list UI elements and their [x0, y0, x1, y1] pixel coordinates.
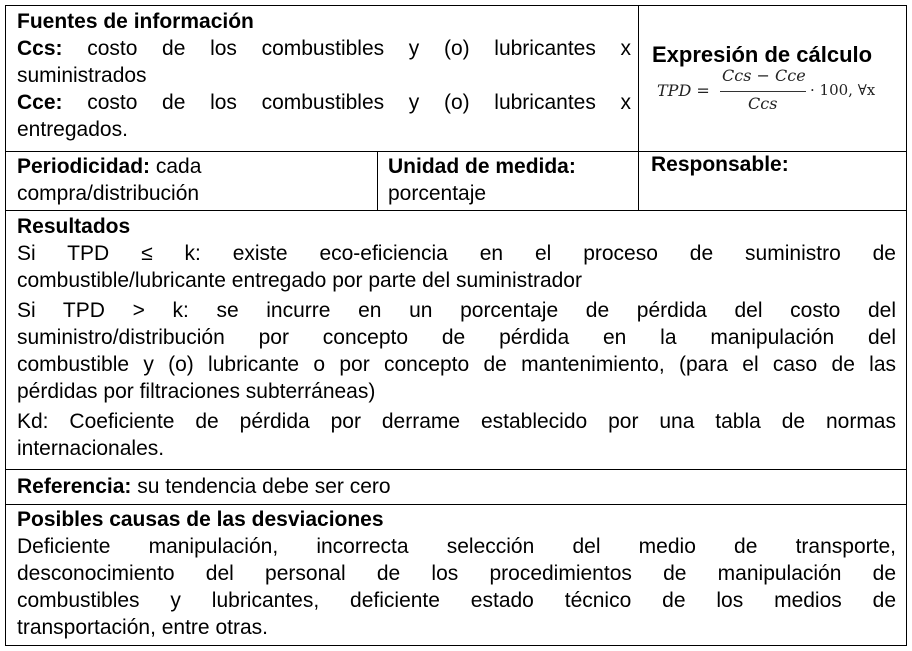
sources-cell: [17, 8, 631, 143]
ccs-text: costo de los combustibles y (o) lubricantes x: [87, 37, 631, 60]
formula-numerator: Ccs − Cce: [722, 66, 806, 85]
causes-line3: combustibles y lubricantes, deficiente estado técnico de los medios de: [17, 589, 896, 612]
causes-line4: transportación, entre otras.: [17, 616, 268, 639]
results-cell: [17, 213, 896, 462]
reference-label: Referencia:: [17, 475, 132, 498]
causes-line1: Deficiente manipulación, incorrecta selección del medio de transporte,: [17, 535, 896, 558]
results-title: Resultados: [17, 215, 131, 238]
row-divider-4: [5, 504, 907, 505]
table-border-bottom: [5, 645, 907, 646]
periodicity-line1: [17, 153, 373, 180]
results-p1-line1: Si TPD ≤ k: existe eco-eficiencia en el proceso de suministro de: [17, 242, 896, 265]
fraction-bar: [720, 91, 806, 92]
expression-title: Expresión de cálculo: [652, 42, 873, 67]
unit-value: porcentaje: [388, 182, 487, 205]
ccs-definition-line2: suministrados: [17, 64, 147, 87]
formula-tail: · 100, ∀x: [810, 81, 876, 99]
sources-title: Fuentes de información: [17, 10, 254, 33]
cce-definition-line1: [17, 89, 631, 116]
table-border-top: [5, 5, 907, 6]
cce-term: Cce:: [17, 91, 63, 114]
row-divider-3: [5, 469, 907, 470]
row-divider-2: [5, 210, 907, 211]
reference-value: su tendencia debe ser cero: [137, 475, 391, 498]
causes-line2: desconocimiento del personal de los procedimientos de manipulación de: [17, 562, 896, 585]
causes-cell: [17, 506, 896, 641]
unit-label: Unidad de medida:: [388, 155, 576, 178]
periodicity-value-2: compra/distribución: [17, 182, 200, 205]
formula-denominator: Ccs: [748, 94, 778, 113]
formula-lhs: TPD =: [657, 81, 710, 100]
results-p2-line3: combustible y (o) lubricante o por concepto de mantenimiento, (para el caso de las: [17, 353, 896, 376]
results-p2-line4: pérdidas por filtraciones subterráneas): [17, 380, 376, 403]
unit-cell: [388, 153, 633, 207]
results-p3-line2: internacionales.: [17, 437, 165, 460]
responsible-label: Responsable:: [651, 153, 789, 176]
table-border-right: [906, 5, 907, 646]
col-divider-expression: [638, 5, 639, 211]
results-p2-line2: suministro/distribución por concepto de pérdida en la manipulación del: [17, 326, 896, 349]
table-border-left: [5, 5, 6, 646]
periodicity-cell: [17, 153, 373, 207]
cce-definition-line2: entregados.: [17, 118, 128, 141]
results-p2-line1: Si TPD > k: se incurre en un porcentaje de pérdida del costo del: [17, 299, 896, 322]
results-p3-line1: Kd: Coeficiente de pérdida por derrame establecido por una tabla de normas: [17, 410, 896, 433]
periodicity-label: Periodicidad:: [17, 155, 151, 178]
formula: [650, 64, 900, 120]
ccs-term: Ccs:: [17, 37, 63, 60]
causes-title: Posibles causas de las desviaciones: [17, 508, 384, 531]
reference-cell: [17, 473, 896, 500]
ccs-definition-line1: [17, 35, 631, 62]
periodicity-value-1: cada: [155, 155, 202, 178]
cce-text: costo de los combustibles y (o) lubricantes x: [87, 91, 631, 114]
results-p1-line2: combustible/lubricante entregado por parte del suministrador: [17, 269, 582, 292]
col-divider-unit: [377, 151, 378, 211]
